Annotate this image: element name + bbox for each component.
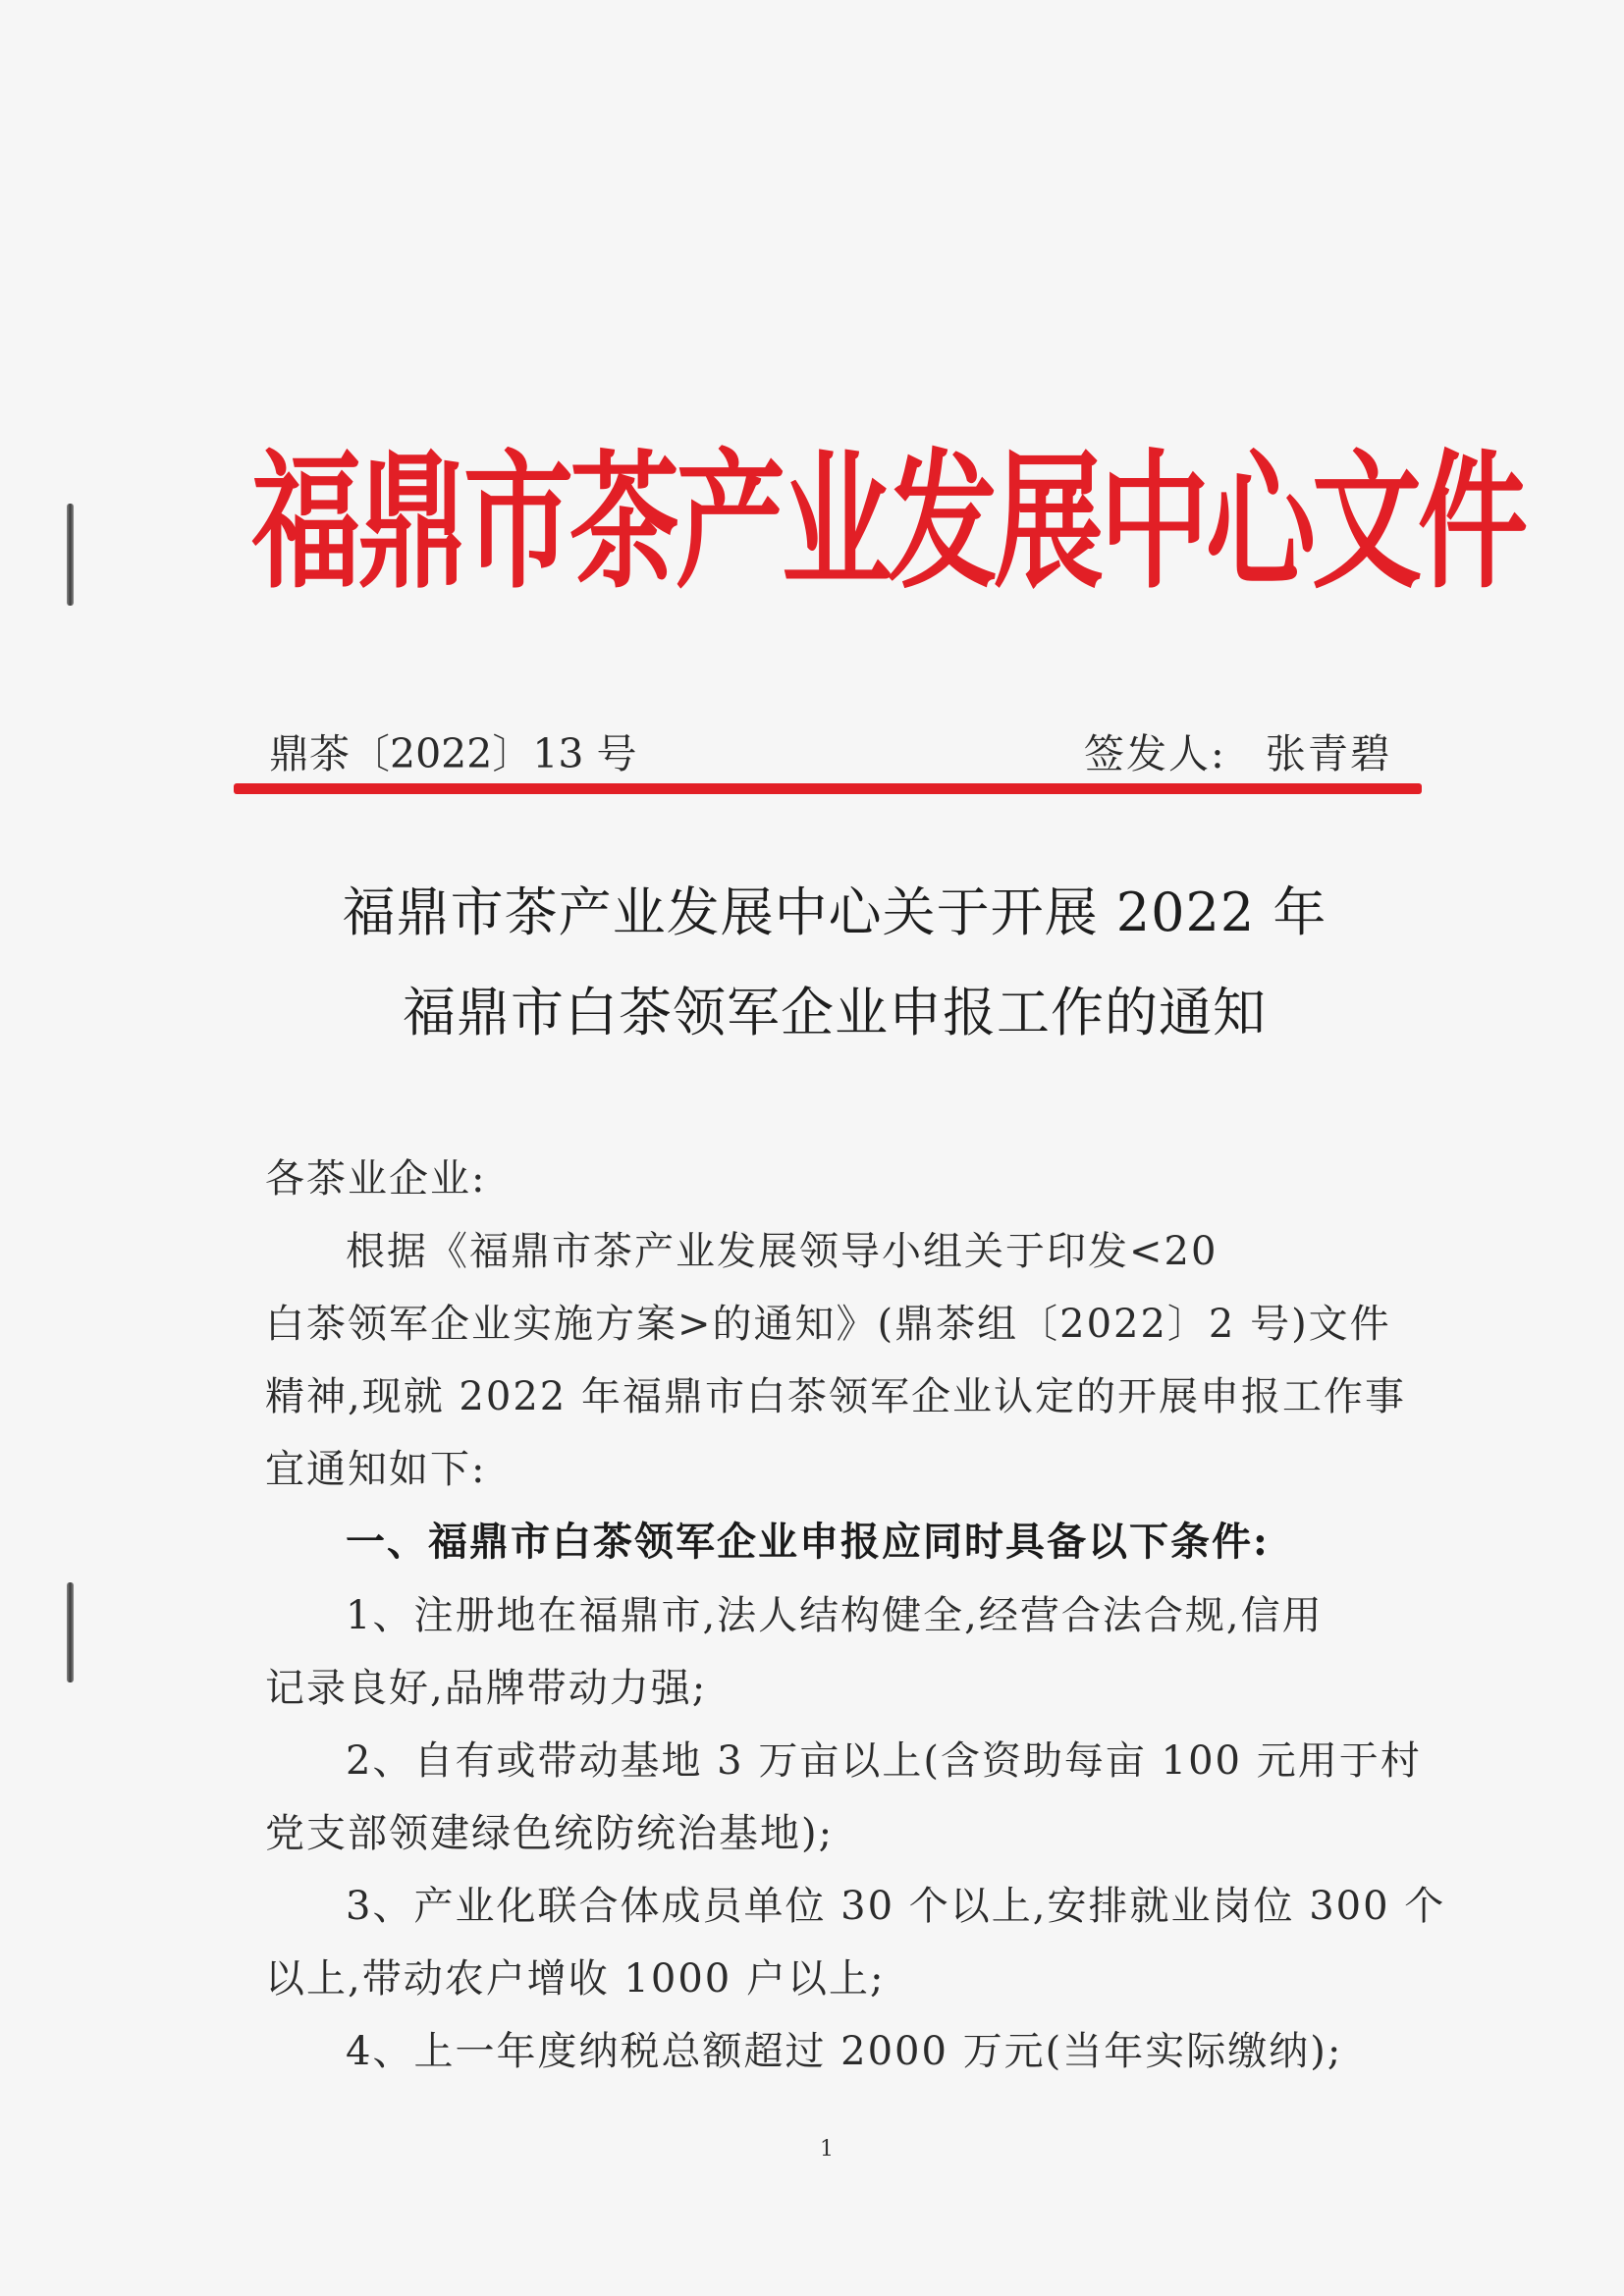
signer-label: 签发人: <box>1084 730 1226 777</box>
binder-hole-mark <box>67 504 74 606</box>
condition-item: 2、自有或带动基地 3 万亩以上(含资助每亩 100 元用于村 <box>346 1738 1422 1784</box>
condition-item-continued: 以上,带动农户增收 1000 户以上; <box>265 1956 886 2002</box>
condition-item-continued: 记录良好,品牌带动力强; <box>265 1666 708 1711</box>
masthead-title: 福鼎市茶产业发展中心文件 <box>251 435 1524 610</box>
salutation: 各茶业企业: <box>265 1156 487 1201</box>
signer-name: 张青碧 <box>1265 730 1392 777</box>
notice-title-line-2: 福鼎市白茶领军企业申报工作的通知 <box>403 982 1267 1043</box>
condition-item-continued: 党支部领建绿色统防统治基地); <box>265 1811 835 1856</box>
document-number: 鼎茶〔2022〕13 号 <box>269 730 637 777</box>
condition-item: 3、产业化联合体成员单位 30 个以上,安排就业岗位 300 个 <box>346 1884 1446 1929</box>
paragraph-line: 根据《福鼎市茶产业发展领导小组关于印发<20 <box>346 1229 1218 1274</box>
condition-item: 1、注册地在福鼎市,法人结构健全,经营合法合规,信用 <box>346 1593 1324 1638</box>
section-heading: 一、福鼎市白茶领军企业申报应同时具备以下条件: <box>346 1519 1270 1565</box>
page-number: 1 <box>820 2137 834 2162</box>
paragraph-line: 宜通知如下: <box>265 1447 487 1492</box>
paragraph-line: 精神,现就 2022 年福鼎市白茶领军企业认定的开展申报工作事 <box>265 1374 1406 1419</box>
signer-block <box>1084 724 1392 783</box>
binder-hole-mark <box>67 1582 74 1682</box>
notice-title-line-1: 福鼎市茶产业发展中心关于开展 2022 年 <box>342 881 1327 943</box>
condition-item: 4、上一年度纳税总额超过 2000 万元(当年实际缴纳); <box>346 2029 1343 2074</box>
paragraph-line: 白茶领军企业实施方案>的通知》(鼎茶组〔2022〕2 号)文件 <box>265 1302 1391 1347</box>
red-divider-line <box>234 783 1422 794</box>
